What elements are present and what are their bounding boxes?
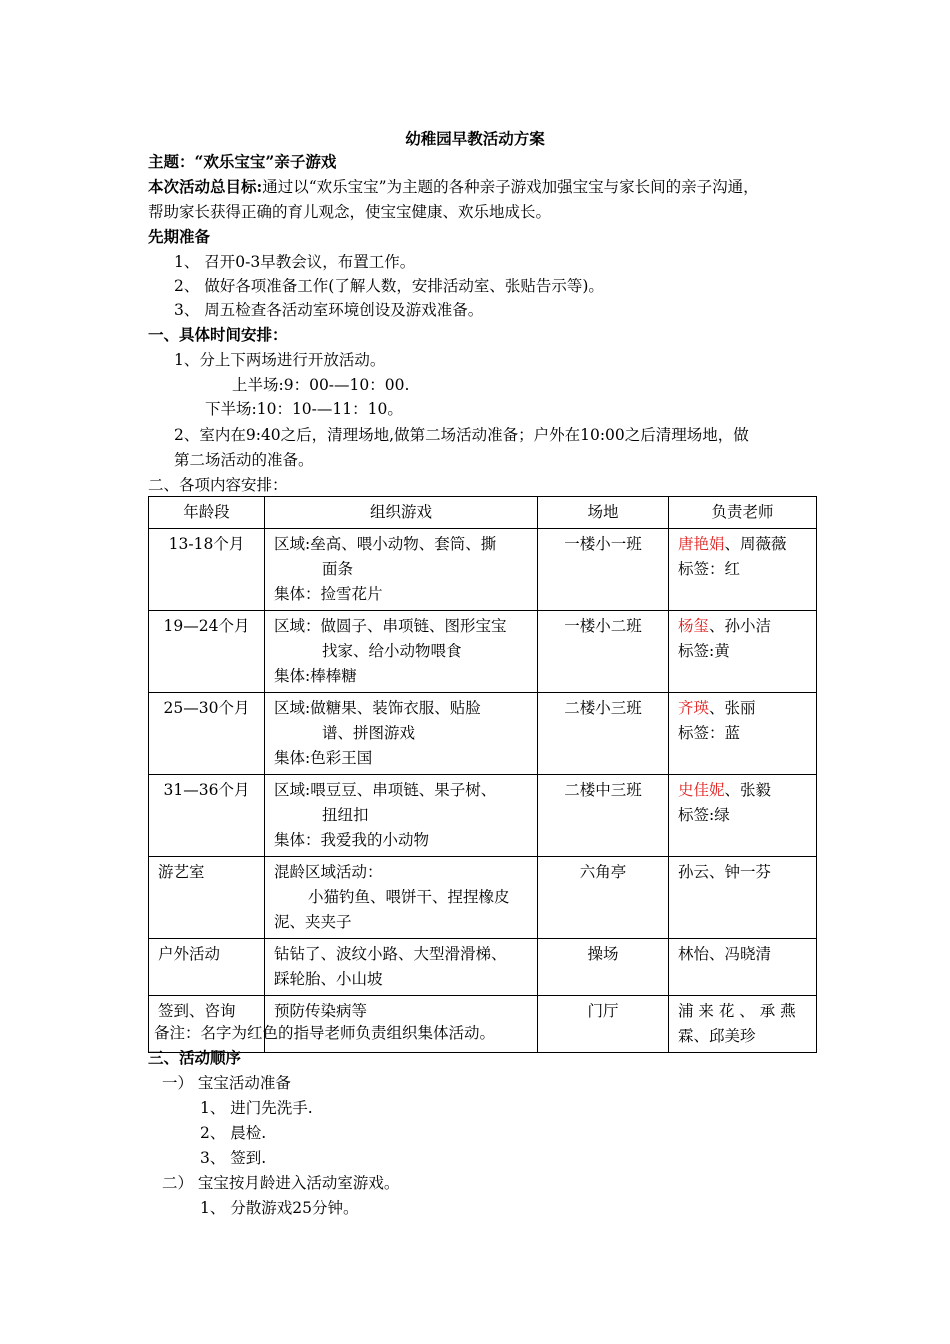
game-cell: 预防传染病等 bbox=[265, 996, 538, 1053]
place-cell: 二楼中三班 bbox=[538, 775, 669, 857]
game-line: 小猫钓鱼、喂饼干、捏捏橡皮 bbox=[308, 888, 510, 906]
game-line: 扭纽扣 bbox=[322, 806, 369, 824]
place-cell: 六角亭 bbox=[538, 857, 669, 939]
place-cell: 一楼小一班 bbox=[538, 529, 669, 611]
other-teacher: 、张毅 bbox=[724, 781, 772, 799]
time-item-2b: 第二场活动的准备。 bbox=[174, 451, 314, 469]
game-line: 混龄区域活动： bbox=[274, 863, 383, 881]
header-teacher: 负责老师 bbox=[669, 497, 817, 529]
teacher-cell bbox=[669, 611, 817, 693]
game-line: 泥、夹夹子 bbox=[274, 913, 352, 931]
doc-title: 幼稚园早教活动方案 bbox=[405, 129, 545, 148]
header-game: 组织游戏 bbox=[265, 497, 538, 529]
table-row bbox=[149, 611, 817, 693]
lead-teacher: 杨玺 bbox=[678, 617, 710, 635]
game-line: 找家、给小动物喂食 bbox=[322, 642, 462, 660]
table-row bbox=[149, 775, 817, 857]
game-line: 集体：我爱我的小动物 bbox=[274, 831, 430, 849]
game-line: 区域:做糖果、装饰衣服、贴脸 bbox=[274, 699, 481, 717]
time-item-1: 1、分上下两场进行开放活动。 bbox=[174, 351, 386, 369]
theme-line bbox=[148, 150, 336, 174]
game-line: 面条 bbox=[322, 560, 354, 578]
age-cell: 13-18个月 bbox=[149, 529, 265, 611]
header-age: 年龄段 bbox=[149, 497, 265, 529]
teacher-cell: 孙云、钟一芬 bbox=[669, 857, 817, 939]
age-cell: 游艺室 bbox=[149, 857, 265, 939]
order-item: 1、 分散游戏25分钟。 bbox=[200, 1199, 359, 1217]
teacher-cell bbox=[669, 529, 817, 611]
prep-heading: 先期准备 bbox=[148, 227, 211, 246]
note-line: 备注：名字为红色的指导老师负责组织集体活动。 bbox=[154, 1024, 496, 1042]
teacher-cell: 林怡、冯晓清 bbox=[669, 939, 817, 996]
theme-text: “欢乐宝宝”亲子游戏 bbox=[194, 152, 337, 171]
table-header-row bbox=[149, 497, 817, 529]
table-row bbox=[149, 939, 817, 996]
age-cell: 31—36个月 bbox=[149, 775, 265, 857]
place-cell: 门厅 bbox=[538, 996, 669, 1053]
other-teacher: 、孙小洁 bbox=[709, 617, 772, 635]
place-cell: 二楼小三班 bbox=[538, 693, 669, 775]
time-pm: 下半场:10：10-—11：10。 bbox=[205, 400, 403, 418]
game-line: 谱、拼图游戏 bbox=[322, 724, 416, 742]
lead-teacher: 齐瑛 bbox=[678, 699, 710, 717]
game-line: 集体:色彩王国 bbox=[274, 749, 373, 767]
time-heading: 一、具体时间安排： bbox=[148, 325, 288, 344]
game-cell bbox=[265, 857, 538, 939]
content-heading: 二、各项内容安排： bbox=[148, 476, 288, 494]
table-row bbox=[149, 529, 817, 611]
schedule-table bbox=[148, 496, 817, 1053]
time-am: 上半场:9：00-—10：00. bbox=[232, 376, 410, 394]
game-line: 集体:棒棒糖 bbox=[274, 667, 357, 685]
game-cell bbox=[265, 529, 538, 611]
order-item: 3、 签到. bbox=[200, 1149, 267, 1167]
game-line: 集体：捡雪花片 bbox=[274, 585, 383, 603]
goal-line-2: 帮助家长获得正确的育儿观念，使宝宝健康、欢乐地成长。 bbox=[148, 203, 552, 221]
game-line: 钻钻了、波纹小路、大型滑滑梯、 bbox=[274, 945, 507, 963]
tag-label: 标签:绿 bbox=[678, 806, 730, 824]
age-cell: 签到、咨询 bbox=[149, 996, 265, 1053]
order-item: 2、 晨检. bbox=[200, 1124, 267, 1142]
order-section-1: 一） 宝宝活动准备 bbox=[162, 1074, 291, 1092]
other-teacher: 、周薇薇 bbox=[724, 535, 787, 553]
place-cell: 一楼小二班 bbox=[538, 611, 669, 693]
table-row bbox=[149, 857, 817, 939]
age-cell: 户外活动 bbox=[149, 939, 265, 996]
order-item: 1、 进门先洗手. bbox=[200, 1099, 313, 1117]
theme-label: 主题： bbox=[148, 152, 195, 171]
game-cell bbox=[265, 939, 538, 996]
goal-label: 本次活动总目标: bbox=[148, 177, 263, 196]
game-line: 区域：做圆子、串项链、图形宝宝 bbox=[274, 617, 507, 635]
prep-item: 3、 周五检查各活动室环境创设及游戏准备。 bbox=[174, 301, 484, 319]
table-row bbox=[149, 693, 817, 775]
teacher-cell bbox=[669, 996, 817, 1053]
tag-label: 标签：红 bbox=[678, 560, 741, 578]
teacher-line: 浦 来 花 、 承 燕 bbox=[678, 1002, 796, 1020]
game-cell bbox=[265, 693, 538, 775]
goal-text-1: 通过以“欢乐宝宝”为主题的各种亲子游戏加强宝宝与家长间的亲子沟通， bbox=[262, 178, 759, 196]
prep-item: 2、 做好各项准备工作(了解人数，安排活动室、张贴告示等)。 bbox=[174, 277, 604, 295]
game-cell bbox=[265, 775, 538, 857]
lead-teacher: 唐艳娟 bbox=[678, 535, 725, 553]
age-cell: 19—24个月 bbox=[149, 611, 265, 693]
order-section-2: 二） 宝宝按月龄进入活动室游戏。 bbox=[162, 1174, 400, 1192]
game-line: 区域:垒高、喂小动物、套筒、撕 bbox=[274, 535, 497, 553]
teacher-line: 霖、邱美珍 bbox=[678, 1027, 756, 1045]
time-item-2a: 2、室内在9:40之后，清理场地,做第二场活动准备；户外在10:00之后清理场地，做 bbox=[174, 426, 749, 444]
order-heading: 三、活动顺序 bbox=[148, 1048, 242, 1067]
game-line: 区域:喂豆豆、串项链、果子树、 bbox=[274, 781, 497, 799]
place-cell: 操场 bbox=[538, 939, 669, 996]
prep-item: 1、 召开0-3早教会议，布置工作。 bbox=[174, 253, 416, 271]
tag-label: 标签:黄 bbox=[678, 642, 730, 660]
age-cell: 25—30个月 bbox=[149, 693, 265, 775]
tag-label: 标签：蓝 bbox=[678, 724, 741, 742]
lead-teacher: 史佳妮 bbox=[678, 781, 725, 799]
teacher-cell bbox=[669, 693, 817, 775]
goal-line-1 bbox=[148, 175, 759, 199]
header-place: 场地 bbox=[538, 497, 669, 529]
game-cell bbox=[265, 611, 538, 693]
game-line: 踩轮胎、小山坡 bbox=[274, 970, 383, 988]
other-teacher: 、张丽 bbox=[709, 699, 756, 717]
teacher-cell bbox=[669, 775, 817, 857]
